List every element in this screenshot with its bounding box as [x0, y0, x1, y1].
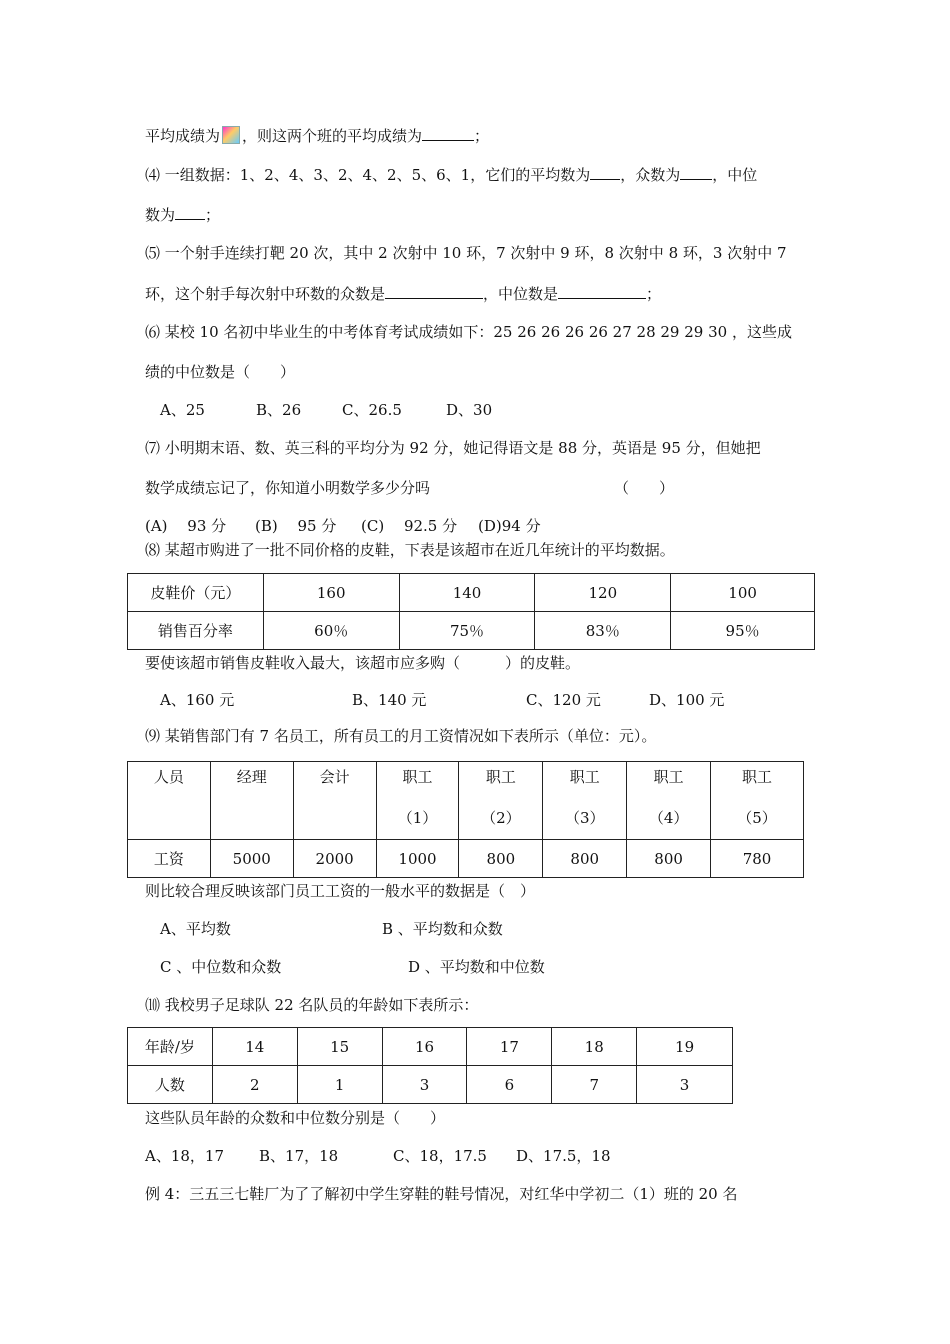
table-cell: 160: [263, 574, 399, 612]
table-cell: 职工 （3）: [543, 762, 627, 840]
table-cell: 15: [297, 1028, 382, 1066]
line-average-two-classes: 平均成绩为 ，则这两个班的平均成绩为 ；: [145, 127, 490, 145]
table-cell: 3: [382, 1066, 467, 1104]
table-row: [128, 1028, 733, 1066]
table-cell: 800: [543, 840, 627, 878]
option-a: A、25: [160, 401, 205, 419]
option-a: A、平均数: [160, 920, 231, 938]
table-cell: 职工 （2）: [459, 762, 543, 840]
question-8: ⑻ 某超市购进了一批不同价格的皮鞋，下表是该超市在近几年统计的平均数据。: [145, 541, 675, 559]
table-cell: 800: [459, 840, 543, 878]
table-row: [128, 840, 804, 878]
table-cell: 职工 （1）: [376, 762, 459, 840]
table-cell: 95％: [671, 612, 815, 650]
salary-table: [127, 761, 804, 878]
question-7-cont: 数学成绩忘记了，你知道小明数学多少分吗: [145, 479, 431, 497]
table-cell: 83％: [535, 612, 671, 650]
option-b: (B) 95 分: [255, 517, 337, 535]
table-cell: 人数: [128, 1066, 213, 1104]
option-d: D、100 元: [649, 691, 725, 709]
table-cell: 17: [467, 1028, 552, 1066]
option-d: D、30: [446, 401, 493, 419]
table-cell: 会计: [293, 762, 376, 840]
answer-blank: [422, 126, 474, 141]
option-b: B、140 元: [352, 691, 427, 709]
table-cell: 1: [297, 1066, 382, 1104]
table-row: [128, 612, 815, 650]
table-row: [128, 574, 815, 612]
table-cell: 年龄/岁: [128, 1028, 213, 1066]
answer-blank: [175, 205, 205, 220]
table-row: [128, 1066, 733, 1104]
table-cell: 16: [382, 1028, 467, 1066]
shoe-price-table: [127, 573, 815, 650]
table-cell: 14: [212, 1028, 297, 1066]
question-7-options: [145, 516, 541, 536]
table-cell: 2: [212, 1066, 297, 1104]
option-b: B、17，18: [259, 1147, 339, 1165]
option-c: C、26.5: [342, 401, 402, 419]
age-table: [127, 1027, 733, 1104]
question-9-options-row2: [160, 957, 545, 977]
table-cell: 经理: [210, 762, 293, 840]
option-a: A、160 元: [160, 691, 235, 709]
option-b: B、26: [256, 401, 302, 419]
question-8-cont: 要使该超市销售皮鞋收入最大，该超市应多购（ ）的皮鞋。: [145, 654, 581, 672]
question-7: ⑺ 小明期末语、数、英三科的平均分为 92 分，她记得语文是 88 分，英语是 95 分，但她把: [145, 439, 761, 457]
table-cell: 皮鞋价（元）: [128, 574, 264, 612]
table-cell: 3: [637, 1066, 733, 1104]
table-cell: 75％: [399, 612, 535, 650]
table-cell: 2000: [293, 840, 376, 878]
table-row: [128, 762, 804, 840]
table-cell: 18: [552, 1028, 637, 1066]
option-d: D 、平均数和中位数: [408, 958, 545, 976]
question-6-options: [160, 400, 492, 420]
option-c: C、120 元: [526, 691, 601, 709]
formula-image-icon: [222, 126, 240, 144]
example-4: 例 4：三五三七鞋厂为了了解初中学生穿鞋的鞋号情况，对红华中学初二（1）班的 20 名: [145, 1185, 738, 1203]
option-a: (A) 93 分: [145, 517, 227, 535]
question-6: ⑹ 某校 10 名初中毕业生的中考体育考试成绩如下：25 26 26 26 26 27 28 29 29 30 ，这些成: [145, 323, 792, 341]
option-c: C、18，17.5: [393, 1147, 487, 1165]
answer-blank: [558, 284, 646, 299]
table-cell: 60％: [263, 612, 399, 650]
question-9: ⑼ 某销售部门有 7 名员工，所有员工的月工资情况如下表所示（单位：元）。: [145, 727, 657, 745]
table-cell: 职工 （5）: [711, 762, 804, 840]
question-10-options: [145, 1146, 611, 1166]
table-cell: 工资: [128, 840, 211, 878]
answer-blank: [680, 165, 712, 180]
option-d: (D)94 分: [478, 517, 541, 535]
table-cell: 19: [637, 1028, 733, 1066]
table-cell: 职工 （4）: [627, 762, 711, 840]
question-10: ⑽ 我校男子足球队 22 名队员的年龄如下表所示：: [145, 996, 479, 1014]
question-4: ⑷ 一组数据：1、2、4、3、2、4、2、5、6、1，它们的平均数为 ，众数为 ，中位: [145, 166, 758, 184]
option-b: B 、平均数和众数: [382, 920, 503, 938]
table-cell: 人员: [128, 762, 211, 840]
question-9-cont: 则比较合理反映该部门员工工资的一般水平的数据是（ ）: [145, 882, 536, 900]
option-c: C 、中位数和众数: [160, 958, 282, 976]
answer-blank: [385, 284, 483, 299]
option-a: A、18，17: [145, 1147, 225, 1165]
question-8-options: [160, 690, 724, 710]
question-5: ⑸ 一个射手连续打靶 20 次，其中 2 次射中 10 环，7 次射中 9 环，8 次射中 8 环，3 次射中 7: [145, 244, 787, 262]
table-cell: 1000: [376, 840, 459, 878]
table-cell: 780: [711, 840, 804, 878]
question-9-options-row1: [160, 919, 503, 939]
answer-blank: [590, 165, 620, 180]
table-cell: 800: [627, 840, 711, 878]
question-6-cont: 绩的中位数是（ ）: [145, 363, 296, 381]
table-cell: 140: [399, 574, 535, 612]
table-cell: 6: [467, 1066, 552, 1104]
question-10-cont: 这些队员年龄的众数和中位数分别是（ ）: [145, 1109, 446, 1127]
table-cell: 120: [535, 574, 671, 612]
option-c: (C) 92.5 分: [361, 517, 458, 535]
table-cell: 销售百分率: [128, 612, 264, 650]
option-d: D、17.5，18: [516, 1147, 611, 1165]
table-cell: 100: [671, 574, 815, 612]
table-cell: 7: [552, 1066, 637, 1104]
question-4-cont: 数为 ；: [145, 206, 221, 224]
question-7-answer-paren: （ ）: [614, 479, 675, 497]
question-5-cont: 环，这个射手每次射中环数的众数是 ，中位数是 ；: [145, 285, 662, 303]
table-cell: 5000: [210, 840, 293, 878]
